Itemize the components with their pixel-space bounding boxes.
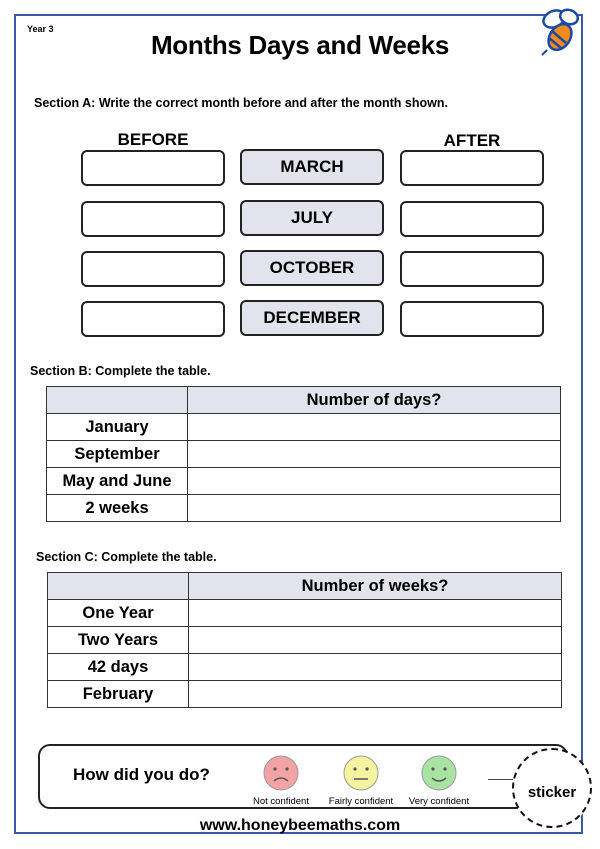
answer-cell[interactable] xyxy=(188,441,561,468)
row-label: One Year xyxy=(48,600,189,627)
answer-cell[interactable] xyxy=(189,681,562,708)
row-label: Two Years xyxy=(48,627,189,654)
weeks-table xyxy=(47,572,562,708)
self-assessment-prompt: How did you do? xyxy=(73,765,210,784)
section-c-instruction: Section C: Complete the table. xyxy=(36,550,217,564)
month-box: DECEMBER xyxy=(240,300,384,336)
table-row xyxy=(47,414,561,441)
answer-cell[interactable] xyxy=(188,495,561,522)
answer-cell[interactable] xyxy=(189,600,562,627)
table-row xyxy=(48,654,562,681)
very-confident-label: Very confident xyxy=(408,796,470,807)
table-header-row xyxy=(48,573,562,600)
website-url[interactable]: www.honeybeemaths.com xyxy=(199,817,401,834)
before-answer-box[interactable] xyxy=(81,251,225,287)
section-b-instruction: Section B: Complete the table. xyxy=(30,364,211,378)
before-answer-box[interactable] xyxy=(81,150,225,186)
table-header-row xyxy=(47,387,561,414)
page-title: Months Days and Weeks xyxy=(150,30,450,60)
table-row xyxy=(47,468,561,495)
after-heading: AFTER xyxy=(443,131,501,150)
after-answer-box[interactable] xyxy=(400,150,544,186)
after-answer-box[interactable] xyxy=(400,251,544,287)
before-answer-box[interactable] xyxy=(81,201,225,237)
happy-face-icon[interactable] xyxy=(421,755,457,791)
table-row xyxy=(48,681,562,708)
table-row xyxy=(48,600,562,627)
month-box: JULY xyxy=(240,200,384,236)
table-column-header: Number of days? xyxy=(188,387,561,414)
answer-cell[interactable] xyxy=(188,468,561,495)
table-row xyxy=(47,495,561,522)
row-label: 2 weeks xyxy=(47,495,188,522)
after-answer-box[interactable] xyxy=(400,301,544,337)
answer-cell[interactable] xyxy=(189,654,562,681)
table-row xyxy=(48,627,562,654)
year-label: Year 3 xyxy=(27,24,54,34)
days-table xyxy=(46,386,561,522)
row-label: September xyxy=(47,441,188,468)
answer-cell[interactable] xyxy=(189,627,562,654)
section-a-instruction: Section A: Write the correct month before and after the month shown. xyxy=(34,96,448,110)
row-label: January xyxy=(47,414,188,441)
bee-icon xyxy=(538,5,586,57)
sticker-label: sticker xyxy=(527,784,577,801)
table-header-empty xyxy=(47,387,188,414)
month-box: MARCH xyxy=(240,149,384,185)
row-label: 42 days xyxy=(48,654,189,681)
not-confident-label: Not confident xyxy=(253,796,309,807)
table-column-header: Number of weeks? xyxy=(189,573,562,600)
row-label: February xyxy=(48,681,189,708)
month-box: OCTOBER xyxy=(240,250,384,286)
answer-cell[interactable] xyxy=(188,414,561,441)
sad-face-icon[interactable] xyxy=(263,755,299,791)
fairly-confident-label: Fairly confident xyxy=(328,796,394,807)
neutral-face-icon[interactable] xyxy=(343,755,379,791)
before-answer-box[interactable] xyxy=(81,301,225,337)
after-answer-box[interactable] xyxy=(400,201,544,237)
row-label: May and June xyxy=(47,468,188,495)
before-heading: BEFORE xyxy=(117,130,189,149)
table-header-empty xyxy=(48,573,189,600)
table-row xyxy=(47,441,561,468)
